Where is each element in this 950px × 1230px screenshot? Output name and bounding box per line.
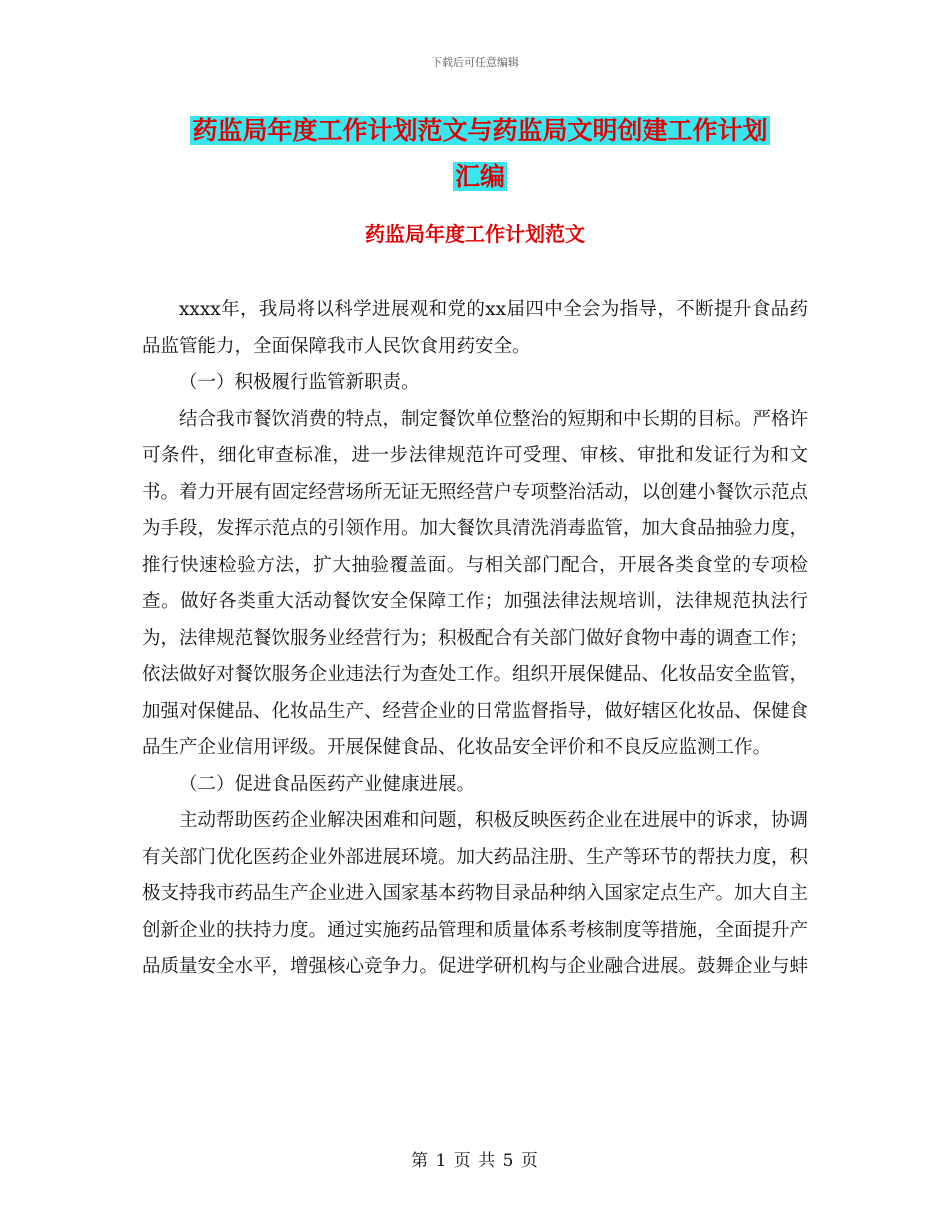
- page-number-footer: 第 1 页 共 5 页: [411, 1151, 539, 1171]
- paragraph: 主动帮助医药企业解决困难和问题，积极反映医药企业在进展中的诉求，协调有关部门优化医药企业外部进展环境。加大药品注册、生产等环节的帮扶力度，积极支持我市药品生产企业进入国家基本药物目录品种纳入国家定点生产。加大自主创新企业的扶持力度。通过实施药品管理和质量体系考核制度等措施，全面提升产品质量安全水平，增强核心竞争力。促进学研机构与企业融合进展。鼓舞企业与蚌: [142, 810, 809, 977]
- paragraph: （一）积极履行监管新职责。: [179, 372, 420, 393]
- header-note: 下载后可任意编辑: [431, 56, 519, 69]
- document-body: [142, 292, 808, 986]
- paragraph: 结合我市餐饮消费的特点，制定餐饮单位整治的短期和中长期的目标。严格许可条件，细化审查标准，进一步法律规范许可受理、审核、审批和发证行为和文书。着力开展有固定经营场所无证无照经营户专项整治活动，以创建小餐饮示范点为手段，发挥示范点的引领作用。加大餐饮具清洗消毒监管，加大食品抽验力度，推行快速检验方法，扩大抽验覆盖面。与相关部门配合，开展各类食堂的专项检查。做好各类重大活动餐饮安全保障工作；加强法律法规培训，法律规范执法行为，法律规范餐饮服务业经营行为；积极配合有关部门做好食物中毒的调查工作；依法做好对餐饮服务企业违法行为查处工作。组织开展保健品、化妆品安全监管，加强对保健品、化妆品生产、经营企业的日常监督指导，做好辖区化妆品、保健食品生产企业信用评级。开展保健食品、化妆品安全评价和不良反应监测工作。: [142, 408, 809, 758]
- section-title: 药监局年度工作计划范文: [365, 222, 585, 246]
- document-title-line1: 药监局年度工作计划范文与药监局文明创建工作计划: [192, 116, 768, 145]
- document-title-line2: 汇编: [454, 162, 505, 191]
- document-title: [140, 108, 820, 200]
- paragraph: （二）促进食品医药产业健康进展。: [179, 773, 476, 795]
- paragraph: xxxx年，我局将以科学进展观和党的xx届四中全会为指导，不断提升食品药品监管能力，全面保障我市人民饮食用药安全。: [142, 299, 808, 357]
